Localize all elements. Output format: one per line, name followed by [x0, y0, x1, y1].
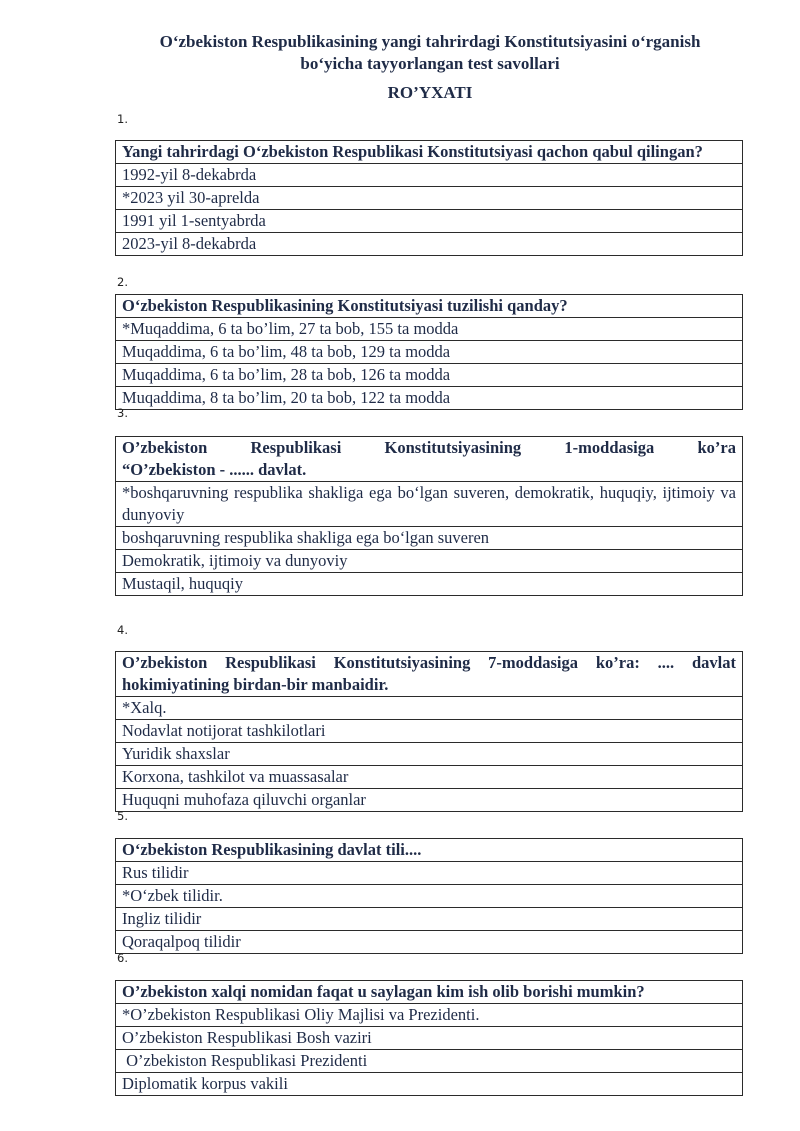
answer-option: Muqaddima, 6 ta bo’lim, 28 ta bob, 126 ta modda	[116, 364, 743, 387]
answer-option: Demokratik, ijtimoiy va dunyoviy	[116, 550, 743, 573]
question-text: O‘zbekiston Respublikasining davlat tili....	[116, 839, 743, 862]
question-number: 6.	[117, 951, 128, 965]
question-text-line-2: “O’zbekiston - ...... davlat.	[122, 460, 307, 479]
question-number: 1.	[117, 112, 128, 126]
question-number: 2.	[117, 275, 128, 289]
answer-option: *Muqaddima, 6 ta bo’lim, 27 ta bob, 155 ta modda	[116, 318, 743, 341]
answer-option: Yuridik shaxslar	[116, 743, 743, 766]
answer-option: Rus tilidir	[116, 862, 743, 885]
answer-option: O’zbekiston Respublikasi Bosh vaziri	[116, 1027, 743, 1050]
answer-option: *Xalq.	[116, 697, 743, 720]
answer-option: Huquqni muhofaza qiluvchi organlar	[116, 789, 743, 812]
answer-option: 1991 yil 1-sentyabrda	[116, 210, 743, 233]
question-text: O’zbekiston xalqi nomidan faqat u saylagan kim ish olib borishi mumkin?	[116, 981, 743, 1004]
answer-option: Diplomatik korpus vakili	[116, 1073, 743, 1096]
question-table	[115, 140, 743, 256]
question-text: O‘zbekiston Respublikasining Konstitutsiyasi tuzilishi qanday?	[116, 295, 743, 318]
answer-option: Nodavlat notijorat tashkilotlari	[116, 720, 743, 743]
answer-option: *2023 yil 30-aprelda	[116, 187, 743, 210]
answer-option: 1992-yil 8-dekabrda	[116, 164, 743, 187]
question-number: 5.	[117, 809, 128, 823]
question-text: Yangi tahrirdagi O‘zbekiston Respublikasi Konstitutsiyasi qachon qabul qilingan?	[116, 141, 743, 164]
question-text-line-1: O’zbekiston Respublikasi Konstitutsiyasining 1-moddasiga ko’ra	[122, 438, 736, 457]
question-text	[116, 437, 743, 482]
question-table	[115, 838, 743, 954]
answer-option: *O‘zbek tilidir.	[116, 885, 743, 908]
answer-option: Mustaqil, huquqiy	[116, 573, 743, 596]
question-table	[115, 436, 743, 596]
answer-option: Qoraqalpoq tilidir	[116, 931, 743, 954]
answer-option: Muqaddima, 6 ta bo’lim, 48 ta bob, 129 ta modda	[116, 341, 743, 364]
question-table	[115, 294, 743, 410]
answer-option: *boshqaruvning respublika shakliga ega bo‘lgan suveren, demokratik, huquqiy, ijtimoiy va dunyoviy	[116, 482, 743, 527]
answer-option: O’zbekiston Respublikasi Prezidenti	[116, 1050, 743, 1073]
answer-option: 2023-yil 8-dekabrda	[116, 233, 743, 256]
question-number: 3.	[117, 406, 128, 420]
question-table	[115, 651, 743, 812]
answer-option: boshqaruvning respublika shakliga ega bo‘lgan suveren	[116, 527, 743, 550]
answer-option: *O’zbekiston Respublikasi Oliy Majlisi va Prezidenti.	[116, 1004, 743, 1027]
answer-option: Ingliz tilidir	[116, 908, 743, 931]
question-text: O’zbekiston Respublikasi Konstitutsiyasining 7-moddasiga ko’ra: .... davlat hokimiyatining birdan-bir manbaidir.	[116, 652, 743, 697]
document-title-line-2: bo‘yicha tayyorlangan test savollari	[300, 54, 560, 73]
document-subtitle: RO’YXATI	[387, 83, 473, 102]
answer-option: Korxona, tashkilot va muassasalar	[116, 766, 743, 789]
answer-option: Muqaddima, 8 ta bo’lim, 20 ta bob, 122 ta modda	[116, 387, 743, 410]
question-number: 4.	[117, 623, 128, 637]
document-title-line-1: O‘zbekiston Respublikasining yangi tahrirdagi Konstitutsiyasini o‘rganish	[159, 32, 701, 51]
question-table	[115, 980, 743, 1096]
